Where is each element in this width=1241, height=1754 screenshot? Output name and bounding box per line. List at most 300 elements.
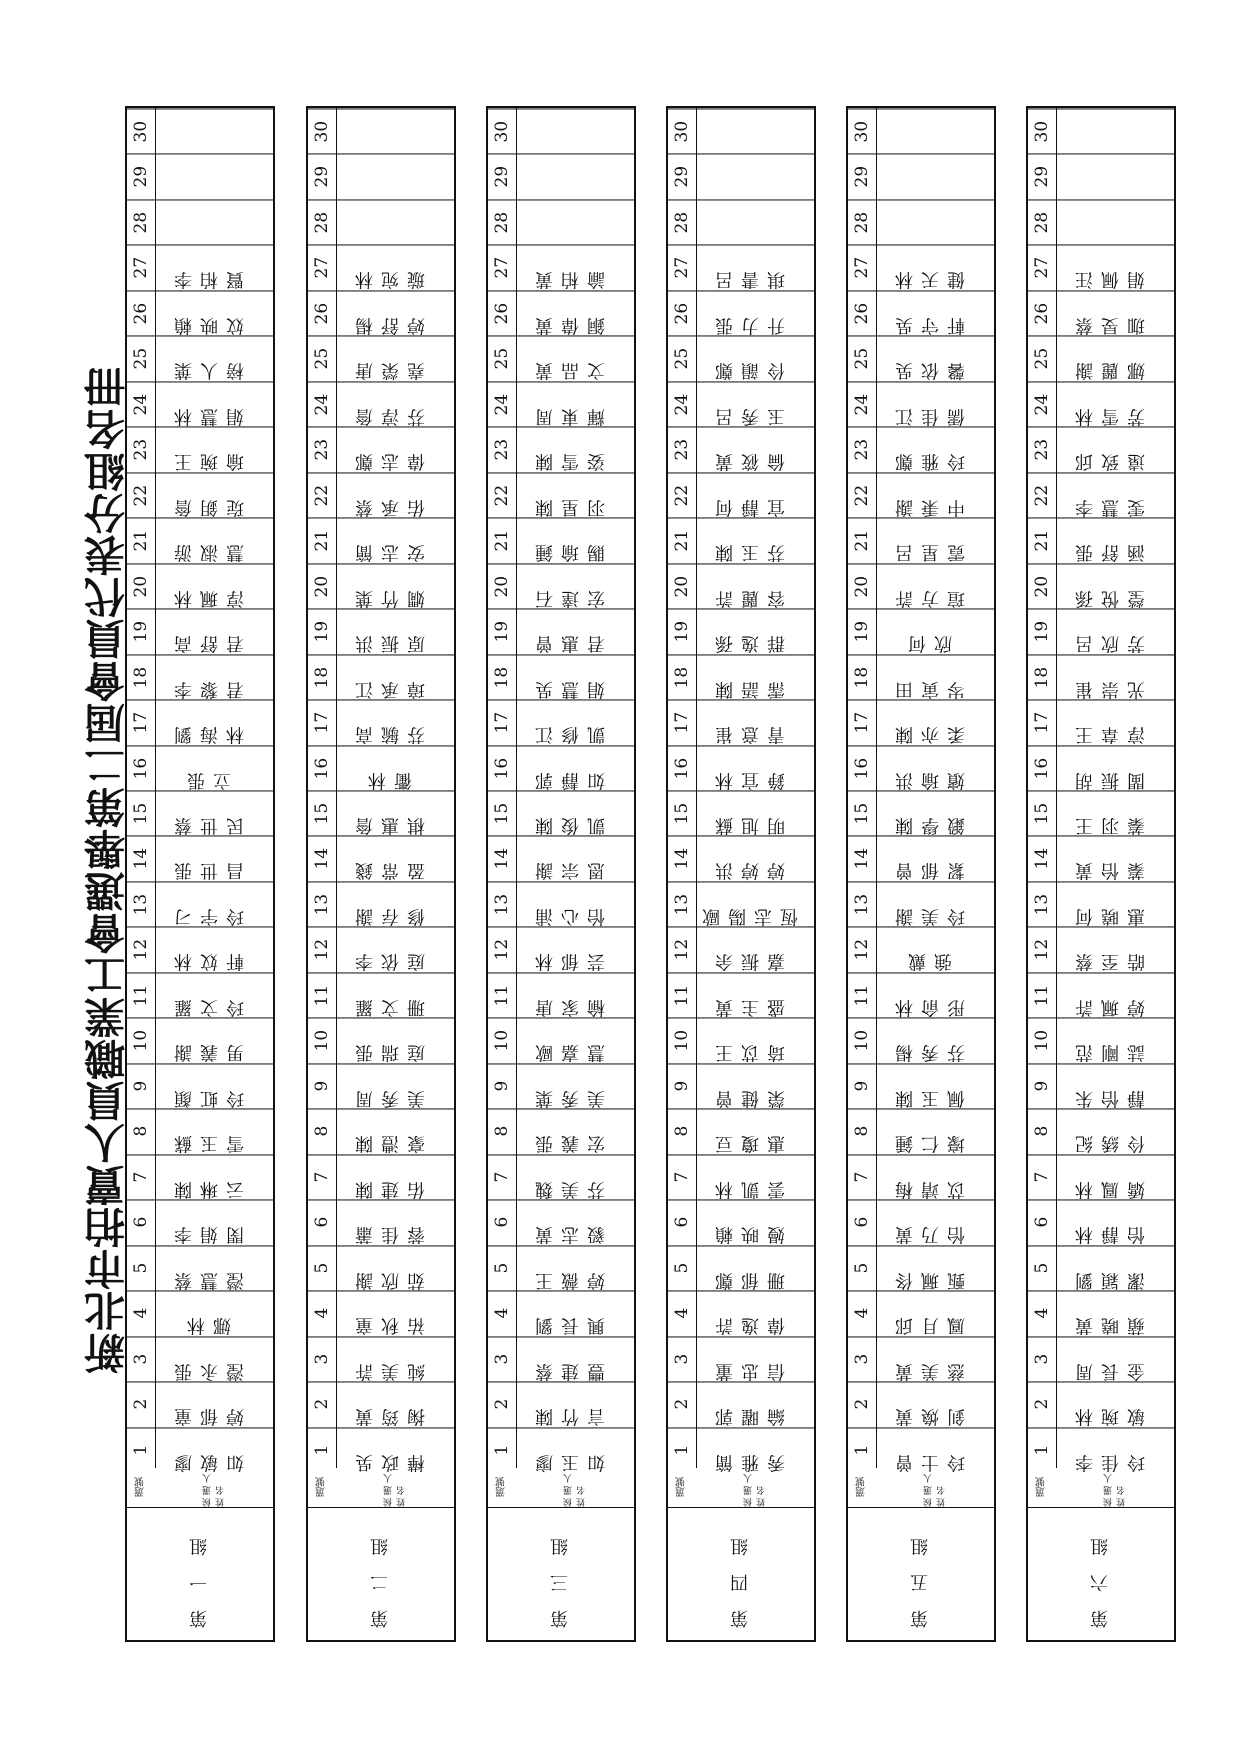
candidate-number: 14 [308,835,336,880]
candidate-name: 鄭韻伶 [696,335,814,380]
candidate-name: 鍾仁壕 [876,1108,994,1153]
candidate-name: 林郁芸 [516,926,634,971]
group-table [306,106,456,1642]
candidate-name: 許方瑄 [876,563,994,608]
candidate-number: 5 [668,1245,696,1290]
candidate-name: 詹鈅琁 [155,472,273,517]
candidate-header: 候選人姓名 [1056,1467,1174,1508]
candidate-name: 蕭佳蓉 [336,1199,454,1244]
candidate-number: 15 [308,790,336,835]
candidate-name: 洪婷婷 [696,835,814,880]
candidate-name: 陳玉芬 [696,517,814,562]
candidate-number: 20 [308,563,336,608]
candidate-number: 5 [848,1245,876,1290]
candidate-name: 錢常盈 [336,835,454,880]
candidate-header: 候選人姓名 [336,1467,454,1508]
candidate-name: 劉海林 [155,699,273,744]
number-header: 選號 [127,1467,155,1508]
candidate-name: 謝宗恩 [516,835,634,880]
candidate-number: 16 [848,745,876,790]
candidate-number: 26 [127,290,155,335]
group-label: 第四組 [730,1520,751,1628]
candidate-number: 1 [127,1427,155,1472]
candidate-name: 張義宏 [516,1108,634,1153]
candidate-number: 28 [1028,199,1056,244]
candidate-number: 30 [1028,108,1056,153]
candidate-number: 30 [488,108,516,153]
candidate-number: 28 [668,199,696,244]
candidate-name: 邱月鳳 [876,1290,994,1335]
candidate-number: 10 [848,1017,876,1062]
candidate-number: 1 [308,1427,336,1472]
candidate-name: 唐家榆 [516,972,634,1017]
candidate-header: 候選人姓名 [876,1467,994,1508]
candidate-number: 3 [1028,1336,1056,1381]
candidate-number: 22 [1028,472,1056,517]
candidate-name: 鄭雅玲 [876,426,994,471]
candidate-number: 3 [127,1336,155,1381]
candidate-number: 30 [668,108,696,153]
candidate-header: 候選人姓名 [516,1467,634,1508]
candidate-number: 16 [308,745,336,790]
candidate-number: 4 [488,1290,516,1335]
candidate-name: 張力升 [696,290,814,335]
candidate-number: 17 [668,699,696,744]
candidate-number: 17 [1028,699,1056,744]
candidate-number: 6 [127,1199,155,1244]
group-label-cell [127,1507,273,1640]
candidate-number: 9 [488,1063,516,1108]
candidate-number: 28 [127,199,155,244]
candidate-number: 20 [1028,563,1056,608]
candidate-name: 黃煥釗 [876,1381,994,1426]
candidate-name [876,153,994,198]
candidate-name [1056,108,1174,153]
group-table [666,106,816,1642]
candidate-number: 30 [848,108,876,153]
candidate-number: 29 [1028,153,1056,198]
candidate-header: 候選人姓名 [696,1467,814,1508]
candidate-number: 13 [848,881,876,926]
candidate-name: 林宛璇 [336,244,454,289]
candidate-number: 29 [127,153,155,198]
candidate-name: 簡志安 [336,517,454,562]
candidate-name: 許逸偉 [696,1290,814,1335]
candidate-name: 林娜 [155,1290,273,1335]
candidate-number: 7 [1028,1154,1056,1199]
candidate-number: 26 [488,290,516,335]
candidate-number: 27 [308,244,336,289]
candidate-number: 22 [488,472,516,517]
candidate-number: 8 [308,1108,336,1153]
candidate-name: 黃柏諭 [516,244,634,289]
candidate-number: 3 [848,1336,876,1381]
candidate-number: 20 [127,563,155,608]
candidate-number: 5 [1028,1245,1056,1290]
candidate-number: 26 [308,290,336,335]
candidate-name: 呂書琪 [696,244,814,289]
candidate-name: 劉穎潔 [1056,1245,1174,1290]
candidate-name: 孫逸群 [696,608,814,653]
candidate-number: 17 [488,699,516,744]
candidate-number: 6 [848,1199,876,1244]
group-label: 第一組 [189,1520,210,1628]
candidate-name: 陳澧豪 [336,1108,454,1153]
candidate-number: 12 [848,926,876,971]
candidate-name [876,108,994,153]
candidate-name: 吳政樺 [336,1427,454,1472]
candidate-number: 7 [668,1154,696,1199]
candidate-name: 陳竹言 [516,1381,634,1426]
candidate-number: 8 [1028,1108,1056,1153]
group-table [1026,106,1176,1642]
candidate-name: 邱致遠 [1056,426,1174,471]
candidate-number: 13 [1028,881,1056,926]
candidate-name: 高毓芬 [336,699,454,744]
candidate-name: 曾士玲 [876,1427,994,1472]
candidate-name: 林靜怡 [1056,1199,1174,1244]
candidate-number: 22 [308,472,336,517]
candidate-number: 24 [1028,381,1056,426]
candidate-number: 26 [668,290,696,335]
candidate-name: 周東輝 [516,381,634,426]
candidate-number: 24 [308,381,336,426]
candidate-name [155,153,273,198]
candidate-number: 2 [488,1381,516,1426]
candidate-name: 王薇婷 [516,1245,634,1290]
candidate-name: 林珮淳 [155,563,273,608]
candidate-name: 蔡世民 [155,790,273,835]
candidate-name: 李慧雯 [1056,472,1174,517]
candidate-number: 8 [488,1108,516,1153]
candidate-number: 7 [308,1154,336,1199]
candidate-number: 15 [848,790,876,835]
candidate-name: 鄭郁珊 [696,1245,814,1290]
candidate-name [155,108,273,153]
candidate-number: 9 [668,1063,696,1108]
candidate-name: 葉人榜 [155,335,273,380]
candidate-number: 9 [1028,1063,1056,1108]
candidate-number: 23 [1028,426,1056,471]
candidate-number: 2 [848,1381,876,1426]
candidate-number: 15 [488,790,516,835]
candidate-name: 葉竹嫺 [336,563,454,608]
candidate-number: 8 [127,1108,155,1153]
candidate-number: 27 [127,244,155,289]
candidate-number: 4 [127,1290,155,1335]
candidate-number: 9 [308,1063,336,1108]
candidate-name: 魏美芬 [516,1154,634,1199]
candidate-name: 吳慧娟 [516,654,634,699]
candidate-name: 謝麗娜 [1056,335,1174,380]
candidate-number: 12 [668,926,696,971]
candidate-number: 24 [127,381,155,426]
candidate-number: 20 [848,563,876,608]
candidate-name: 張舒涵 [1056,517,1174,562]
candidate-number: 24 [848,381,876,426]
candidate-name: 林琬敏 [1056,1381,1174,1426]
candidate-number: 29 [488,153,516,198]
candidate-number: 3 [668,1336,696,1381]
candidate-name: 羅文玲 [155,972,273,1017]
candidate-number: 15 [127,790,155,835]
candidate-number: 18 [488,654,516,699]
candidate-number: 1 [848,1427,876,1472]
group-label: 第二組 [370,1520,391,1628]
candidate-name: 石達宏 [516,563,634,608]
candidate-name: 洪振原 [336,608,454,653]
candidate-name: 刁宇玲 [155,881,273,926]
candidate-number: 10 [1028,1017,1056,1062]
candidate-name: 黃主盛 [696,972,814,1017]
candidate-name: 周秀美 [336,1063,454,1108]
candidate-name: 陳琳云 [155,1154,273,1199]
candidate-number: 21 [1028,517,1056,562]
candidate-name [1056,153,1174,198]
candidate-name: 江承璋 [336,654,454,699]
candidate-name [336,199,454,244]
candidate-number: 8 [848,1108,876,1153]
candidate-name: 陳學鍛 [876,790,994,835]
candidate-number: 1 [488,1427,516,1472]
candidate-number: 12 [308,926,336,971]
candidate-number: 4 [308,1290,336,1335]
candidate-name: 林衢 [336,745,454,790]
candidate-number: 2 [1028,1381,1056,1426]
candidate-name: 吳依馨 [876,335,994,380]
candidate-name: 范剛誌 [1056,1017,1174,1062]
candidate-name: 戴強 [876,926,994,971]
candidate-number: 17 [848,699,876,744]
candidate-name: 謝美玲 [876,881,994,926]
candidate-number: 9 [848,1063,876,1108]
candidate-number: 11 [668,972,696,1017]
candidate-name [876,199,994,244]
candidate-number: 18 [848,654,876,699]
candidate-number: 7 [488,1154,516,1199]
candidate-name: 吳守軒 [876,290,994,335]
candidate-number: 23 [848,426,876,471]
candidate-number: 21 [127,517,155,562]
candidate-number: 5 [127,1245,155,1290]
candidate-name: 朱怡靜 [1056,1063,1174,1108]
candidate-number: 7 [848,1154,876,1199]
candidate-number: 17 [308,699,336,744]
candidate-name: 董忠信 [696,1336,814,1381]
candidate-number: 11 [848,972,876,1017]
candidate-number: 3 [308,1336,336,1381]
candidate-number: 25 [308,335,336,380]
candidate-name: 陳星羽 [516,472,634,517]
candidate-name: 何靜宜 [696,472,814,517]
candidate-number: 18 [668,654,696,699]
candidate-number: 14 [668,835,696,880]
candidate-number: 14 [488,835,516,880]
candidate-name: 黃志毅 [516,1199,634,1244]
candidate-number: 21 [308,517,336,562]
candidate-number: 17 [127,699,155,744]
candidate-name: 謝欣茹 [336,1245,454,1290]
candidate-name: 張永瀅 [155,1336,273,1381]
candidate-number: 19 [127,608,155,653]
candidate-number: 28 [308,199,336,244]
candidate-number: 27 [1028,244,1056,289]
candidate-number: 7 [127,1154,155,1199]
candidate-name: 鄭志偉 [336,426,454,471]
candidate-name: 游淑慧 [155,517,273,562]
candidate-name: 崔意青 [696,699,814,744]
candidate-name: 林雪芳 [1056,381,1174,426]
candidate-number: 19 [848,608,876,653]
candidate-number: 13 [668,881,696,926]
candidate-name: 劉長興 [516,1290,634,1335]
candidate-name: 王苡琦 [696,1017,814,1062]
number-header: 選號 [848,1467,876,1508]
candidate-number: 12 [127,926,155,971]
group-label-cell [488,1507,634,1640]
candidate-name [696,199,814,244]
candidate-name: 余振嘉 [696,926,814,971]
candidate-number: 29 [308,153,336,198]
candidate-name: 郭靜如 [516,745,634,790]
candidate-name: 高舒君 [155,608,273,653]
candidate-number: 2 [668,1381,696,1426]
candidate-number: 26 [848,290,876,335]
candidate-name: 謝秉中 [876,472,994,517]
candidate-number: 6 [488,1199,516,1244]
group-label-cell [308,1507,454,1640]
candidate-number: 19 [1028,608,1056,653]
candidate-name: 蔡慧瀅 [155,1245,273,1290]
candidate-number: 18 [1028,654,1056,699]
candidate-name: 黃曉蘋 [1056,1290,1174,1335]
candidate-number: 14 [1028,835,1056,880]
candidate-name: 黃怡蓁 [1056,835,1174,880]
candidate-number: 6 [308,1199,336,1244]
candidate-name: 楊舒婷 [336,290,454,335]
candidate-number: 8 [668,1108,696,1153]
candidate-name [336,153,454,198]
candidate-number: 15 [1028,790,1056,835]
group-table [846,106,996,1642]
candidate-number: 19 [488,608,516,653]
candidate-number: 4 [848,1290,876,1335]
candidate-number: 3 [488,1336,516,1381]
candidate-number: 30 [308,108,336,153]
candidate-name [336,108,454,153]
candidate-name: 浦心怡 [516,881,634,926]
candidate-name: 王韋淳 [1056,699,1174,744]
candidate-name: 李依庭 [336,926,454,971]
candidate-name: 唐榮堯 [336,335,454,380]
candidate-number: 20 [488,563,516,608]
candidate-name: 王琬瑜 [155,426,273,471]
candidate-number: 27 [488,244,516,289]
candidate-number: 2 [127,1381,155,1426]
page-title: 新北市拍賣人員職業工會選舉第二屆會員代表分組名冊 [84,366,132,1374]
candidate-number: 25 [127,335,155,380]
candidate-name: 呂欣芳 [1056,608,1174,653]
candidate-name: 顏虹玲 [155,1063,273,1108]
candidate-number: 14 [127,835,155,880]
candidate-number: 15 [668,790,696,835]
candidate-name: 蘇玉雪 [155,1108,273,1153]
candidate-number: 21 [488,517,516,562]
candidate-name [696,108,814,153]
candidate-number: 12 [488,926,516,971]
candidate-number: 25 [848,335,876,380]
candidate-number: 25 [488,335,516,380]
candidate-name: 陳雪姿 [516,426,634,471]
candidate-name: 李黎君 [155,654,273,699]
candidate-number: 27 [668,244,696,289]
candidate-name [155,199,273,244]
candidate-name: 童秋祐 [336,1290,454,1335]
candidate-name: 林妏軒 [155,926,273,971]
candidate-name: 呂星霓 [876,517,994,562]
candidate-number: 24 [488,381,516,426]
candidate-name: 何欣 [876,608,994,653]
candidate-number: 28 [488,199,516,244]
candidate-name: 陳建佑 [336,1154,454,1199]
candidate-name: 江佳儒 [876,381,994,426]
candidate-name: 曾健榮 [696,1063,814,1108]
candidate-name: 許美純 [336,1336,454,1381]
candidate-name: 林天健 [876,244,994,289]
candidate-name: 李柏賢 [155,244,273,289]
candidate-number: 23 [308,426,336,471]
candidate-name: 蘇旭明 [696,790,814,835]
candidate-name: 曾郁絜 [876,835,994,880]
candidate-name [516,199,634,244]
candidate-name: 林俞彤 [876,972,994,1017]
candidate-number: 1 [1028,1427,1056,1472]
candidate-number: 23 [668,426,696,471]
candidate-number: 18 [308,654,336,699]
candidate-number: 11 [127,972,155,1017]
candidate-number: 16 [668,745,696,790]
candidate-number: 13 [488,881,516,926]
candidate-name: 賴映妏 [155,290,273,335]
candidate-number: 28 [848,199,876,244]
number-header: 選號 [308,1467,336,1508]
candidate-name: 田寅岑 [876,654,994,699]
candidate-name: 黃偉銅 [516,290,634,335]
candidate-name: 謝義男 [155,1017,273,1062]
candidate-name: 鍾瑜賜 [516,517,634,562]
candidate-name: 陳俊凱 [516,790,634,835]
candidate-number: 19 [668,608,696,653]
candidate-number: 13 [308,881,336,926]
candidate-name: 蔡承佑 [336,472,454,517]
candidate-number: 16 [127,745,155,790]
candidate-name: 許麗容 [696,563,814,608]
candidate-number: 14 [848,835,876,880]
candidate-name: 陳亦柔 [876,699,994,744]
candidate-name: 黃筠掬 [336,1381,454,1426]
candidate-name: 豆瓊惠 [696,1108,814,1153]
candidate-name: 張立 [155,745,273,790]
candidate-name: 呂秀玉 [696,381,814,426]
group-label-cell [668,1507,814,1640]
candidate-number: 30 [127,108,155,153]
candidate-name [516,108,634,153]
candidate-name: 廖玉如 [516,1427,634,1472]
candidate-name: 林宜錚 [696,745,814,790]
candidate-number: 25 [1028,335,1056,380]
candidate-name: 陳語霈 [696,654,814,699]
candidate-name: 蔡建豐 [516,1336,634,1381]
